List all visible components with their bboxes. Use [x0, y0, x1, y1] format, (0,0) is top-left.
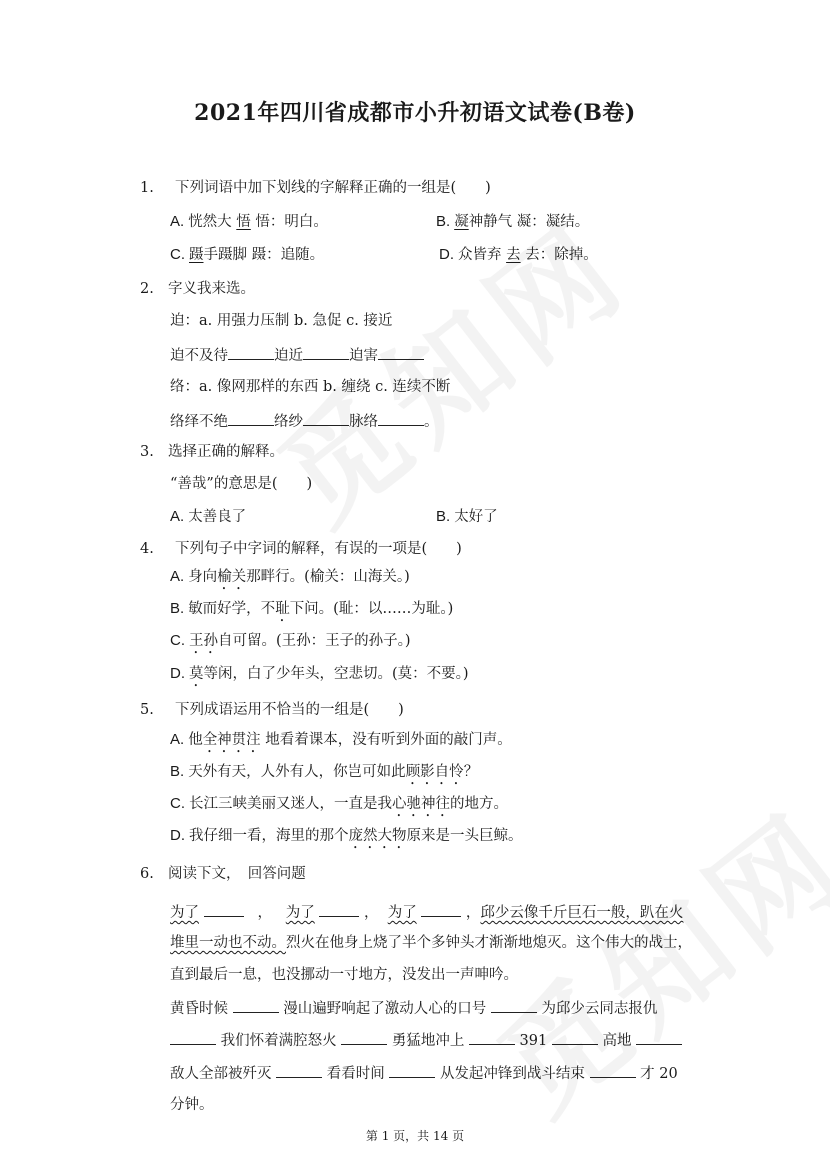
blank[interactable] [170, 1030, 216, 1045]
blank[interactable] [228, 345, 274, 360]
q3-option-b[interactable]: B. 太好了 [436, 508, 498, 525]
blank[interactable] [303, 411, 349, 426]
q3-option-a[interactable]: A. 太善良了 [170, 508, 247, 525]
q3-sub-question: “善哉”的意思是( ) [170, 476, 313, 492]
blank[interactable] [389, 1063, 435, 1078]
q2-line-luo-words: 络绎不绝 络纱 脉络 。 [170, 411, 439, 431]
q1-option-a[interactable]: A. 恍然大 悟 悟：明白。 [170, 213, 328, 230]
q6-number: 6. [140, 866, 154, 882]
q4-option-a[interactable]: A. 身向榆关那畔行。(榆关：山海关。) [170, 568, 410, 585]
q6-passage-line-3: 直到最后一息，也没挪动一寸地方，没发出一声呻吟。 [170, 967, 518, 983]
blank[interactable] [552, 1030, 598, 1045]
blank[interactable] [204, 902, 244, 917]
q1-number: 1. [140, 180, 154, 196]
q6-passage-line-1: 为了 ， 为了 ， 为了 ，邱少云像千斤巨石一般，趴在火 [170, 902, 683, 922]
q5-option-d[interactable]: D. 我仔细一看，海里的那个庞然大物原来是一头巨鲸。 [170, 827, 523, 844]
q1-option-d[interactable]: D. 众皆弃 去 去：除掉。 [439, 246, 598, 263]
q2-line-po-meanings: 迫：a. 用强力压制 b. 急促 c. 接近 [170, 313, 393, 329]
q5-number: 5. [140, 702, 154, 718]
q1-stem: 下列词语中加下划线的字解释正确的一组是( ) [175, 180, 491, 196]
q4-option-d[interactable]: D. 莫等闲，白了少年头，空悲切。(莫：不要。) [170, 665, 469, 682]
q2-number: 2. [140, 281, 154, 297]
q6-passage-line-2: 堆里一动也不动。烈火在他身上烧了半个多钟头才渐渐地熄灭。这个伟大的战士， [170, 935, 692, 951]
blank[interactable] [378, 411, 424, 426]
blank[interactable] [590, 1063, 636, 1078]
q5-option-c[interactable]: C. 长江三峡美丽又迷人，一直是我心驰神往的地方。 [170, 795, 508, 812]
blank[interactable] [319, 902, 359, 917]
q3-number: 3. [140, 444, 154, 460]
q1-option-c[interactable]: C. 蹑手蹑脚 蹑：追随。 [170, 246, 325, 263]
q4-stem: 下列句子中字词的解释，有误的一项是( ) [175, 541, 462, 557]
q5-option-a[interactable]: A. 他全神贯注 地看着课本，没有听到外面的敲门声。 [170, 731, 512, 748]
q1-option-b[interactable]: B. 凝神静气 凝：凝结。 [436, 213, 590, 230]
blank[interactable] [228, 411, 274, 426]
blank[interactable] [491, 998, 537, 1013]
q5-option-b[interactable]: B. 天外有天，人外有人，你岂可如此顾影自怜？ [170, 763, 479, 780]
q6-stem: 阅读下文， 回答问题 [168, 866, 306, 882]
q6-passage-line-4: 黄昏时候 漫山遍野响起了激动人心的口号 为邱少云同志报仇 [170, 998, 657, 1018]
q1-a-marked: 悟 [236, 214, 251, 230]
blank[interactable] [469, 1030, 515, 1045]
q4-option-c[interactable]: C. 王孙自可留。(王孙：王子的孙子。) [170, 632, 411, 649]
blank[interactable] [341, 1030, 387, 1045]
blank[interactable] [636, 1030, 682, 1045]
q6-passage-line-5: 我们怀着满腔怒火 勇猛地冲上 391 高地 [170, 1030, 682, 1050]
q1-c-marked: 蹑 [189, 247, 204, 263]
q6-passage-line-7: 分钟。 [170, 1097, 214, 1113]
q5-stem: 下列成语运用不恰当的一组是( ) [175, 702, 404, 718]
blank[interactable] [276, 1063, 322, 1078]
q1-b-marked: 凝 [454, 214, 469, 230]
q2-stem: 字义我来选。 [168, 281, 255, 297]
watermark [239, 176, 657, 555]
blank[interactable] [421, 902, 461, 917]
watermark-2 [459, 766, 830, 1145]
q4-number: 4. [140, 541, 154, 557]
page-footer: 第 1 页，共 14 页 [365, 1129, 465, 1143]
q2-line-luo-meanings: 络：a. 像网那样的东西 b. 缠绕 c. 连续不断 [170, 379, 451, 395]
q1-d-marked: 去 [506, 247, 521, 263]
q3-stem: 选择正确的解释。 [168, 444, 284, 460]
q2-line-po-words: 迫不及待 迫近 迫害 [170, 345, 424, 365]
q6-passage-line-6: 敌人全部被歼灭 看看时间 从发起冲锋到战斗结束 才 20 [170, 1063, 678, 1083]
blank[interactable] [303, 345, 349, 360]
blank[interactable] [378, 345, 424, 360]
blank[interactable] [233, 998, 279, 1013]
page-title: 2021年四川省成都市小升初语文试卷(B卷) [194, 100, 636, 126]
q4-option-b[interactable]: B. 敏而好学，不耻下问。(耻：以……为耻。) [170, 600, 454, 617]
